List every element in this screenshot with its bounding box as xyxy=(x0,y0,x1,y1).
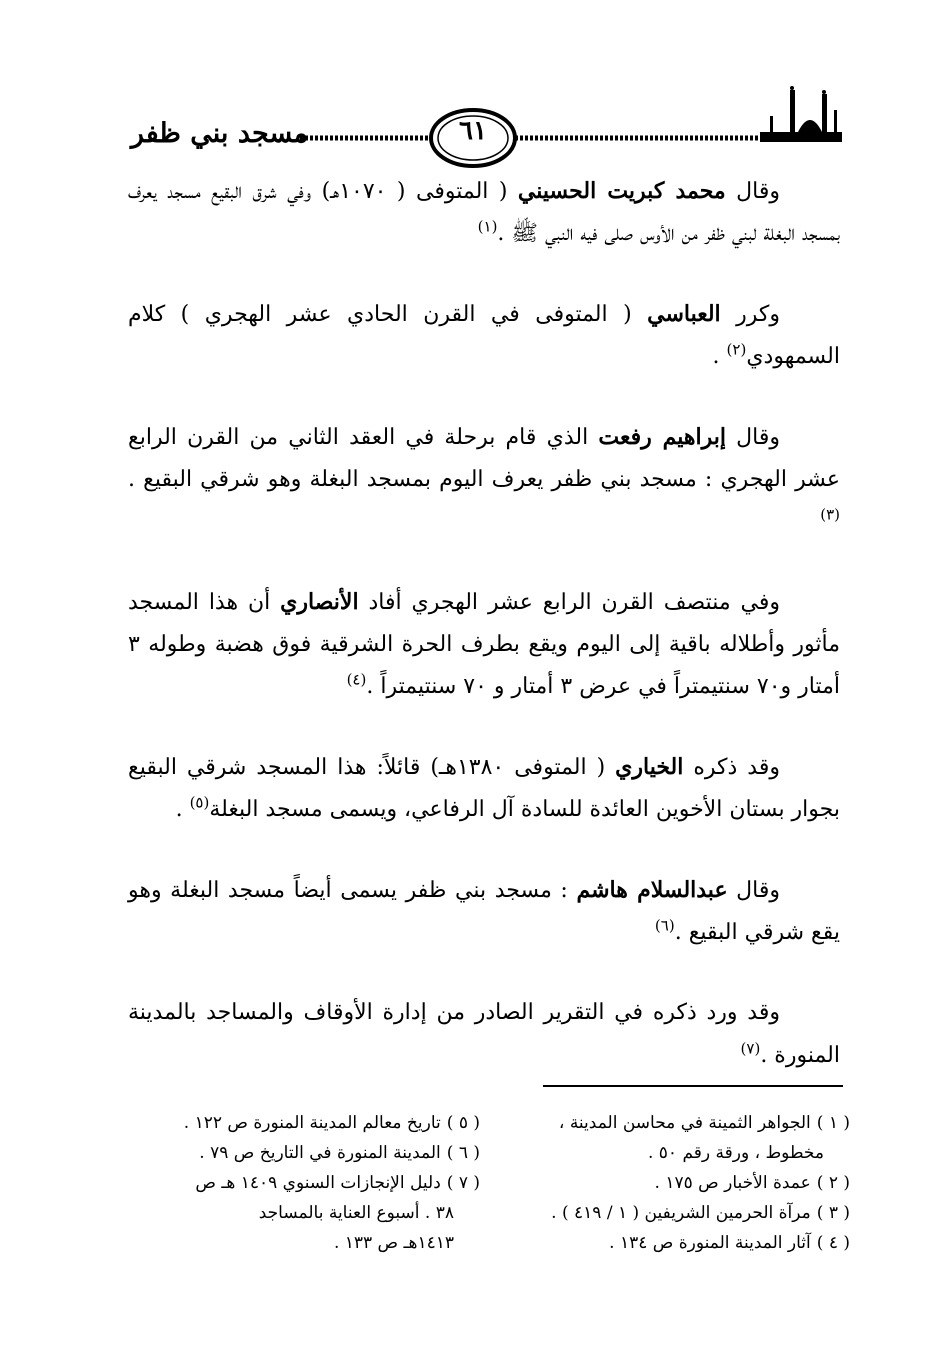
footnote-ref: (١) xyxy=(477,217,498,236)
paragraph-4: وفي منتصف القرن الرابع عشر الهجري أفاد الأنصاري أن هذا المسجد مأثور وأطلاله باقية إلى اليوم ويقع بطرف الحرة الشرقية فوق هضبة وطوله ٣ أمتار و٧٠ سنتيمتراً في عرض ٣ أمتار و ٧٠ سنتيمتراً .$^{(٤)}$ xyxy=(128,589,840,699)
person-name: الخياري xyxy=(615,754,684,780)
footnote-ref: (٧) xyxy=(740,1039,761,1058)
paragraph-7: وقد ورد ذكره في التقرير الصادر من إدارة الأوقاف والمساجد بالمدينة المنورة .$^{(٧)}$ xyxy=(128,1000,840,1068)
person-name: محمد كبريت الحسيني xyxy=(517,178,726,204)
footnote-ref: (٢) xyxy=(726,340,747,359)
footnote: ( ٥ )تاريخ معالم المدينة المنورة ص ١٢٢ . xyxy=(183,1113,480,1133)
footnote: ( ٦ )المدينة المنورة في التاريخ ص ٧٩ . xyxy=(199,1143,480,1163)
main-text xyxy=(128,170,840,1115)
page-number: ٦١ xyxy=(459,116,487,146)
footnotes-right-column xyxy=(500,1108,850,1258)
page-title: مسجد بني ظفر xyxy=(130,118,308,149)
person-name: الأنصاري xyxy=(280,589,359,615)
footnote: ( ٧ )دليل الإنجازات السنوي ١٤٠٩ هـ ص xyxy=(195,1173,480,1193)
footnote-ref: (٥) xyxy=(189,793,210,812)
footnote: ( ٣ )مرآة الحرمين الشريفين ( ١ / ٤١٩ ) . xyxy=(551,1203,850,1223)
paragraph-1: وقال محمد كبريت الحسيني ( المتوفى ( ١٠٧٠هـ) وفي شرق البقيع مسجد يعرف بمسجد البغلة لبني ظفر من الأوس صلى فيه النبي ﷺ .$^{(١)}$ xyxy=(128,178,840,246)
paragraph-6: وقال عبدالسلام هاشم : مسجد بني ظفر يسمى أيضاً مسجد البغلة وهو يقع شرقي البقيع .$^{(٦)}$ xyxy=(128,877,840,945)
footnote-ref: (٦) xyxy=(654,916,675,935)
paragraph-3: وقال إبراهيم رفعت الذي قام برحلة في العقد الثاني من القرن الرابع عشر الهجري : مسجد بني ظفر يعرف اليوم بمسجد البغلة وهو شرقي البقيع .$^{(٣)}$ xyxy=(128,424,840,524)
footnote-ref: (٤) xyxy=(346,670,367,689)
footnote: ( ٤ )آثار المدينة المنورة ص ١٣٤ . xyxy=(609,1233,850,1253)
page-header xyxy=(0,80,933,170)
footnote-continuation: ١٤١٣هـ ص ١٣٣ . xyxy=(333,1233,454,1253)
paragraph-5: وقد ذكره الخياري ( المتوفى ١٣٨٠هـ) قائلاً: هذا المسجد شرقي البقيع بجوار بستان الأخوين العائدة للسادة آل الرفاعي، ويسمى مسجد البغلة$^{(٥)}$ . xyxy=(128,754,840,822)
paragraph-2: وكرر العباسي ( المتوفى في القرن الحادي عشر الهجري ) كلام السمهودي$^{(٢)}$ . xyxy=(128,301,840,369)
person-name: العباسي xyxy=(647,301,721,327)
footnote-ref: (٣) xyxy=(820,505,840,524)
footnote-continuation: مخطوط ، ورقة رقم ٥٠ . xyxy=(647,1143,824,1163)
person-name: عبدالسلام هاشم xyxy=(576,877,728,903)
footnote-divider xyxy=(543,1085,843,1087)
footnote-continuation: ٣٨ . أسبوع العناية بالمساجد xyxy=(258,1203,454,1223)
footnote: ( ١ )الجواهر الثمينة في محاسن المدينة ، xyxy=(558,1113,850,1133)
footnote: ( ٢ )عمدة الأخبار ص ١٧٥ . xyxy=(654,1173,850,1193)
mosque-icon xyxy=(760,86,842,142)
footnotes-left-column xyxy=(120,1108,480,1258)
person-name: إبراهيم رفعت xyxy=(598,424,726,450)
